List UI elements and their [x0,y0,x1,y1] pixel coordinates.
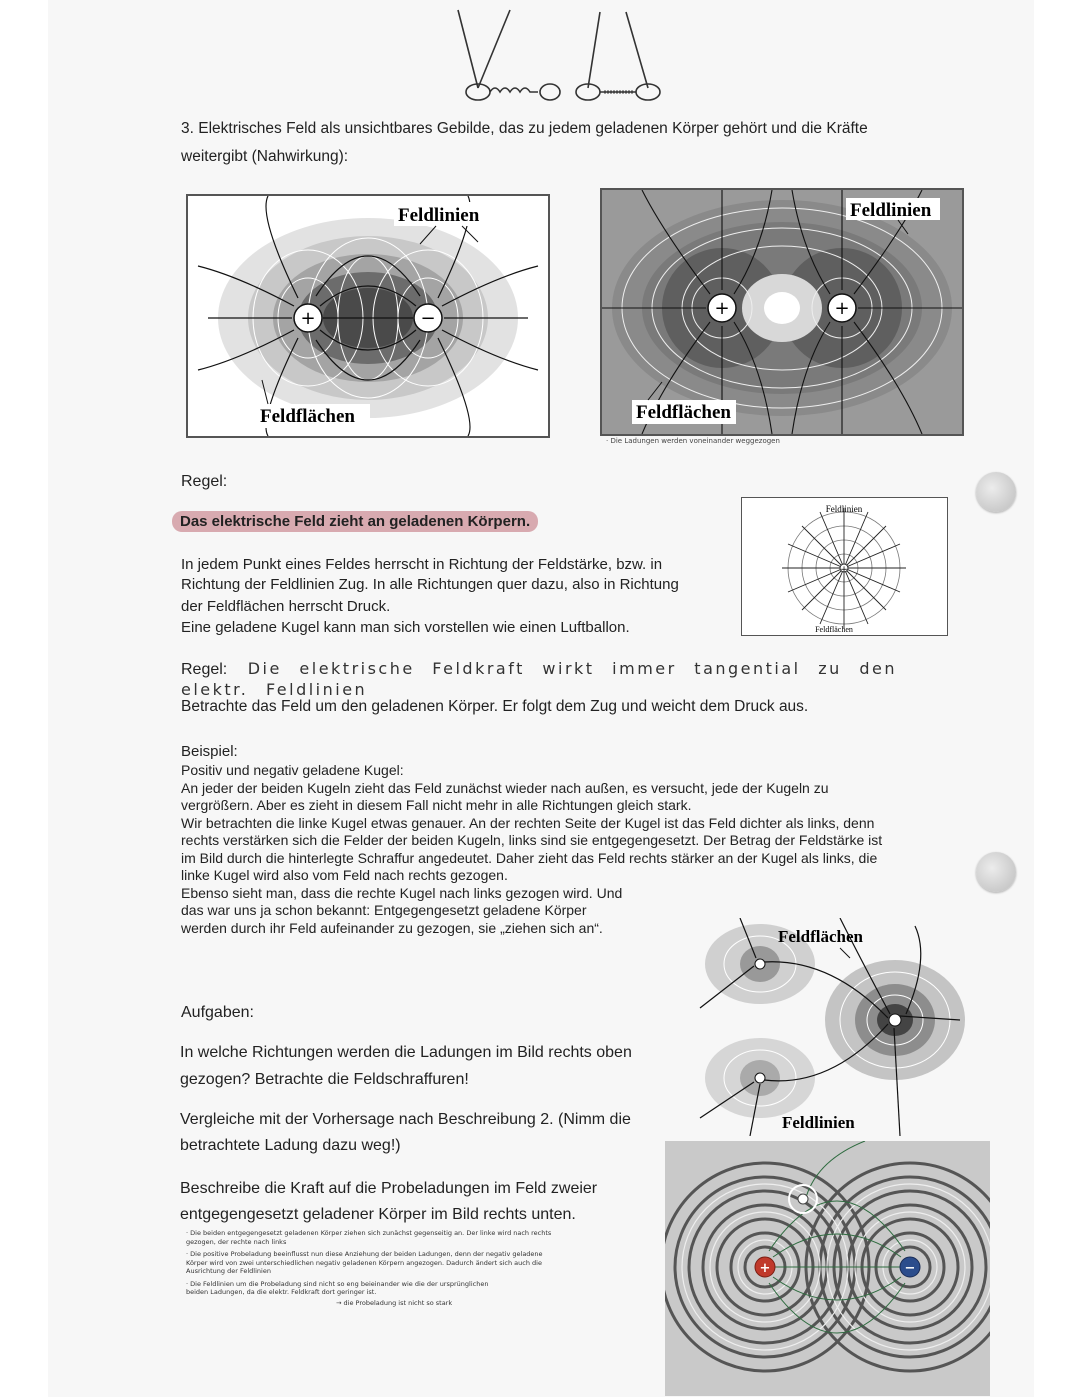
task-1-line-2: gezogen? Betrachte die Feldschraffuren! [180,1071,469,1088]
figure-three-charges [690,918,980,1136]
label-feldflaechen-4: Feldflächen [778,927,863,946]
regel-p4: Eine geladene Kugel kann man sich vorstellen wie einen Luftballon. [181,619,630,636]
answer-line: Ausrichtung der Feldlinien [186,1267,271,1275]
beispiel-line: Ebenso sieht man, dass die rechte Kugel nach links gezogen wird. Und [181,884,623,901]
label-feldlinien-2: Feldlinien [850,200,932,221]
figure-single-charge [741,497,948,636]
charge-minus-label: − [420,308,436,329]
beispiel-line: rechts verstärken sich die Felder der beiden Kugeln, links sind sie entgegengesetzt. Der Betrag der Feldstärke ist [181,832,883,848]
charge-plus-right-label: + [834,298,850,319]
answer-line: · Die positive Probeladung beeinflusst nun diese Anziehung der beiden Ladungen, denn der negativ geladene [186,1250,543,1258]
task-2-line-2: betrachtete Ladung dazu weg!) [180,1137,401,1154]
section-heading: 3. Elektrisches Feld als unsichtbares Gebilde, das zu jedem geladenen Körper gehört und die Kräfte [181,120,868,137]
task-3-line-2: entgegengesetzt geladener Körper im Bild rechts unten. [180,1206,576,1223]
answer-line: beiden Ladungen, da die elektr. Feldkraft dort geringer ist. [186,1288,377,1296]
aufgaben-label: Aufgaben: [181,1004,254,1021]
charge-plus-label-3: + [840,565,848,575]
punch-hole-top [976,472,1016,512]
regel-label: Regel: [181,473,228,490]
figure-dipole-like [600,188,964,436]
label-feldlinien-4: Feldlinien [782,1113,855,1132]
regel-p1: In jedem Punkt eines Feldes herrscht in Richtung der Feldstärke, bzw. in [181,556,663,573]
label-feldflaechen-3: Feldflächen [815,625,853,634]
charge-plus-left-label: + [714,298,730,319]
label-feldlinien-3: Feldlinien [825,504,863,514]
charge-minus-label-5: − [904,1261,916,1276]
beispiel-line: An jeder der beiden Kugeln zieht das Feld zunächst wieder nach außen, es versucht, jede der Kugeln zu [181,779,829,796]
task-1-line-1: In welche Richtungen werden die Ladungen im Bild rechts oben [180,1044,632,1061]
answer-line: Körper wird von zwei unterschiedlichen negativ geladenen Körpern angezogen. Dadurch ändert sich auch die [186,1258,542,1267]
handwritten-note-figure2: · Die Ladungen werden voneinander weggezogen [606,437,780,445]
beispiel-line: linke Kugel wird also vom Feld nach rechts gezogen. [181,867,508,883]
beispiel-line: Positiv und negativ geladene Kugel: [181,762,404,778]
regel-p3: der Feldflächen herrscht Druck. [181,598,391,615]
section-heading-cont: weitergibt (Nahwirkung): [181,148,349,165]
handwritten-answers [186,1229,666,1307]
label-feldflaechen-2: Feldflächen [636,402,731,423]
beispiel-body [181,762,941,937]
beispiel-label: Beispiel: [181,743,238,760]
handwritten-rule-prefix: Regel: [181,661,228,678]
answer-line: gezogen, der rechte nach links [186,1237,287,1246]
label-feldflaechen: Feldflächen [260,406,355,427]
regel-p2: Richtung der Feldlinien Zug. In alle Richtungen quer dazu, also in Richtung [181,576,679,593]
beispiel-line: Wir betrachten die linke Kugel etwas genauer. An der rechten Seite der Kugel ist das Feld dichter als links, denn [181,814,875,831]
observe-text: Betrachte das Feld um den geladenen Körper. Er folgt dem Zug und weicht dem Druck aus. [181,698,809,715]
label-feldlinien: Feldlinien [398,205,480,226]
figure-dipole-opposite [186,194,550,438]
beispiel-line: im Bild durch die hinterlegte Schraffur angedeutet. Daher zieht das Feld rechts stärker an der Kugel als links, die [181,849,878,866]
charge-plus-label-5: + [759,1261,771,1276]
pendulum-sketch [440,8,680,108]
beispiel-line: das war uns ja schon bekannt: Entgegengesetzt geladene Körper [181,902,587,918]
handwritten-rule [181,659,981,700]
answer-line: → die Probeladung ist nicht so stark [336,1298,453,1307]
regel-highlight-text: Das elektrische Feld zieht an geladenen Körpern. [172,511,538,532]
handwritten-rule-text: Die elektrische Feldkraft wirkt immer tangential zu den elektr. Feldlinien [181,659,897,699]
beispiel-line: werden durch ihr Feld aufeinander zu gezogen, sie „ziehen sich an“. [181,919,603,936]
answer-line: · Die Feldlinien um die Probeladung sind nicht so eng beieinander wie die der ursprünglichen [186,1279,489,1288]
task-2-line-1: Vergleiche mit der Vorhersage nach Beschreibung 2. (Nimm die [180,1111,631,1128]
beispiel-line: vergrößern. Aber es zieht in diesem Fall nicht mehr in alle Richtungen gleich stark. [181,797,692,813]
figure-probe-charges [665,1141,990,1396]
task-3-line-1: Beschreibe die Kraft auf die Probeladungen im Feld zweier [180,1180,598,1197]
punch-hole-bottom [976,852,1016,892]
answer-line: · Die beiden entgegengesetzt geladenen Körper ziehen sich zunächst gegenseitig an. Der linke wird nach rechts [186,1229,552,1237]
charge-plus-label: + [300,308,316,329]
regel-highlight [172,512,538,532]
